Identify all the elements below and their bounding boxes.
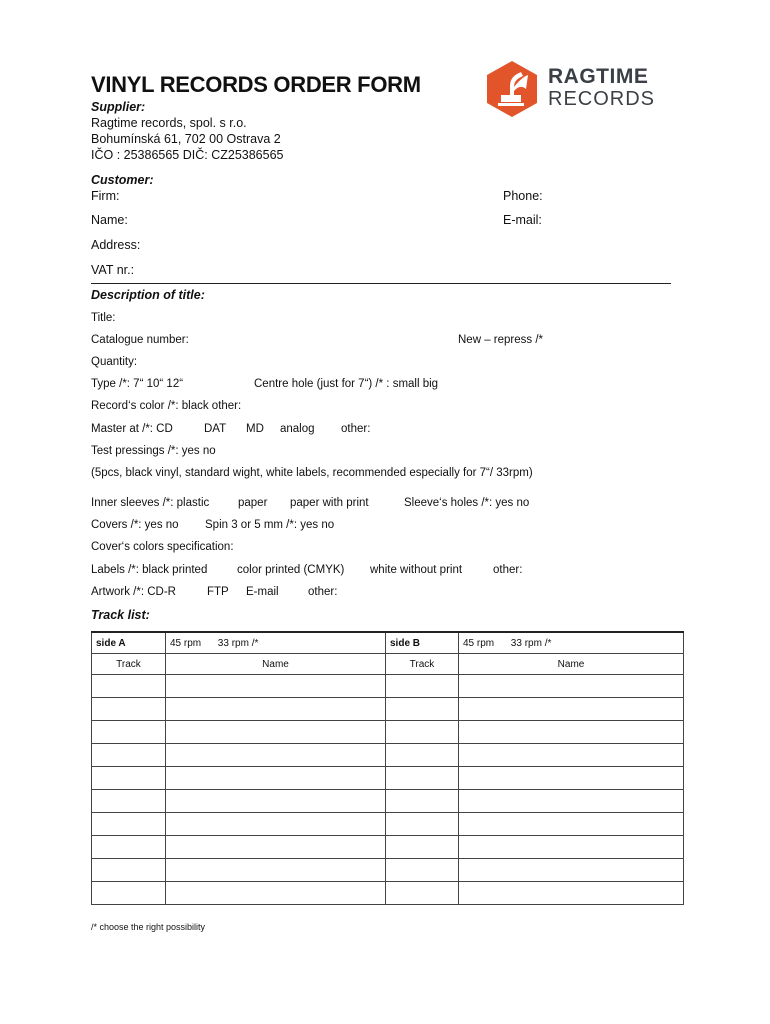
table-row (92, 744, 684, 767)
inner-sleeves-option[interactable]: Inner sleeves /*: plastic (91, 497, 210, 509)
artwork-option[interactable]: Artwork /*: CD-R (91, 586, 176, 598)
table-cell[interactable] (459, 790, 684, 813)
table-cell[interactable] (92, 744, 166, 767)
track-column-headers (92, 654, 684, 675)
table-cell[interactable] (166, 859, 386, 882)
track-list-table (91, 631, 684, 905)
spin-option[interactable]: Spin 3 or 5 mm /*: yes no (205, 519, 335, 531)
table-row (92, 813, 684, 836)
master-dat-option[interactable]: DAT (204, 423, 227, 435)
table-cell[interactable] (166, 744, 386, 767)
vat-field[interactable]: VAT nr.: (91, 263, 135, 277)
table-cell[interactable] (92, 859, 166, 882)
table-cell[interactable] (386, 836, 459, 859)
track-column-header: Track (386, 654, 459, 675)
test-pressings-note: (5pcs, black vinyl, standard wight, white labels, recommended especially for 7“/ 33rpm) (91, 467, 533, 479)
table-cell[interactable] (166, 721, 386, 744)
master-analog-option[interactable]: analog (280, 423, 315, 435)
table-cell[interactable] (459, 721, 684, 744)
table-cell[interactable] (386, 813, 459, 836)
rpm-45-option[interactable]: 45 rpm (170, 637, 202, 649)
table-cell[interactable] (92, 698, 166, 721)
rpm-33-option[interactable]: 33 rpm /* (217, 637, 259, 649)
table-cell[interactable] (166, 767, 386, 790)
track-column-header: Track (92, 654, 166, 675)
table-cell[interactable] (386, 767, 459, 790)
customer-heading: Customer: (91, 173, 154, 187)
description-heading: Description of title: (91, 288, 205, 302)
covers-option[interactable]: Covers /*: yes no (91, 519, 179, 531)
labels-color-option[interactable]: color printed (CMYK) (237, 564, 345, 576)
supplier-line: IČO : 25386565 DIČ: CZ25386565 (91, 148, 284, 162)
gramophone-logo-icon (484, 60, 540, 118)
table-row (92, 882, 684, 905)
table-row (92, 767, 684, 790)
table-cell[interactable] (459, 882, 684, 905)
side-b-rpm[interactable] (459, 632, 684, 654)
centre-hole-option[interactable]: Centre hole (just for 7“) /* : small big (254, 378, 439, 390)
table-cell[interactable] (166, 790, 386, 813)
footnote: /* choose the right possibility (91, 922, 206, 932)
table-cell[interactable] (386, 721, 459, 744)
table-cell[interactable] (166, 813, 386, 836)
artwork-other-field[interactable]: other: (308, 586, 338, 598)
address-field[interactable]: Address: (91, 238, 141, 252)
quantity-field[interactable]: Quantity: (91, 356, 138, 368)
table-row (92, 675, 684, 698)
artwork-ftp-option[interactable]: FTP (207, 586, 229, 598)
table-cell[interactable] (459, 767, 684, 790)
name-field[interactable]: Name: (91, 213, 128, 227)
labels-other-field[interactable]: other: (493, 564, 523, 576)
supplier-heading: Supplier: (91, 100, 146, 114)
table-row (92, 698, 684, 721)
divider (91, 283, 671, 284)
supplier-line: Ragtime records, spol. s r.o. (91, 116, 247, 130)
table-cell[interactable] (92, 767, 166, 790)
labels-white-option[interactable]: white without print (370, 564, 463, 576)
side-b-label: side B (386, 632, 459, 654)
table-cell[interactable] (92, 882, 166, 905)
track-table-header (92, 632, 684, 654)
email-field[interactable]: E-mail: (503, 213, 542, 227)
test-pressings-option[interactable]: Test pressings /*: yes no (91, 445, 216, 457)
ragtime-logo (484, 60, 684, 118)
catalogue-number-field[interactable]: Catalogue number: (91, 334, 189, 346)
table-cell[interactable] (92, 836, 166, 859)
table-cell[interactable] (92, 790, 166, 813)
record-color-option[interactable]: Record‘s color /*: black other: (91, 400, 242, 412)
table-cell[interactable] (166, 882, 386, 905)
logo-text-records: RECORDS (548, 88, 656, 110)
master-md-option[interactable]: MD (246, 423, 264, 435)
table-cell[interactable] (92, 813, 166, 836)
new-repress-option[interactable]: New – repress /* (458, 334, 544, 346)
table-row (92, 790, 684, 813)
cover-colors-field[interactable]: Cover‘s colors specification: (91, 541, 234, 553)
master-option[interactable]: Master at /*: CD (91, 423, 173, 435)
table-cell[interactable] (459, 744, 684, 767)
table-cell[interactable] (459, 836, 684, 859)
table-cell[interactable] (386, 882, 459, 905)
name-column-header: Name (459, 654, 684, 675)
table-cell[interactable] (386, 675, 459, 698)
table-cell[interactable] (386, 698, 459, 721)
table-cell[interactable] (459, 698, 684, 721)
tracklist-heading: Track list: (91, 608, 150, 622)
table-cell[interactable] (92, 721, 166, 744)
firm-field[interactable]: Firm: (91, 189, 120, 203)
title-field[interactable]: Title: (91, 312, 116, 324)
name-column-header: Name (166, 654, 386, 675)
side-a-rpm[interactable] (166, 632, 386, 654)
table-cell[interactable] (459, 813, 684, 836)
table-cell[interactable] (459, 675, 684, 698)
artwork-email-option[interactable]: E-mail (246, 586, 279, 598)
table-cell[interactable] (166, 836, 386, 859)
table-cell[interactable] (166, 675, 386, 698)
type-option[interactable]: Type /*: 7“ 10“ 12“ (91, 378, 184, 390)
page-title: VINYL RECORDS ORDER FORM (91, 72, 421, 97)
sleeve-holes-option[interactable]: Sleeve‘s holes /*: yes no (404, 497, 530, 509)
side-a-label: side A (92, 632, 166, 654)
labels-option[interactable]: Labels /*: black printed (91, 564, 208, 576)
rpm-33-option[interactable]: 33 rpm /* (510, 637, 552, 649)
logo-text-ragtime: RAGTIME (548, 65, 649, 88)
table-cell[interactable] (459, 859, 684, 882)
supplier-line: Bohumínská 61, 702 00 Ostrava 2 (91, 132, 281, 146)
table-cell[interactable] (92, 675, 166, 698)
table-cell[interactable] (386, 859, 459, 882)
master-other-field[interactable]: other: (341, 423, 371, 435)
rpm-45-option[interactable]: 45 rpm (463, 637, 495, 649)
table-cell[interactable] (386, 790, 459, 813)
inner-sleeves-print-option[interactable]: paper with print (290, 497, 369, 509)
table-row (92, 721, 684, 744)
inner-sleeves-paper-option[interactable]: paper (238, 497, 268, 509)
table-row (92, 836, 684, 859)
table-cell[interactable] (166, 698, 386, 721)
table-cell[interactable] (386, 744, 459, 767)
phone-field[interactable]: Phone: (503, 189, 543, 203)
table-row (92, 859, 684, 882)
